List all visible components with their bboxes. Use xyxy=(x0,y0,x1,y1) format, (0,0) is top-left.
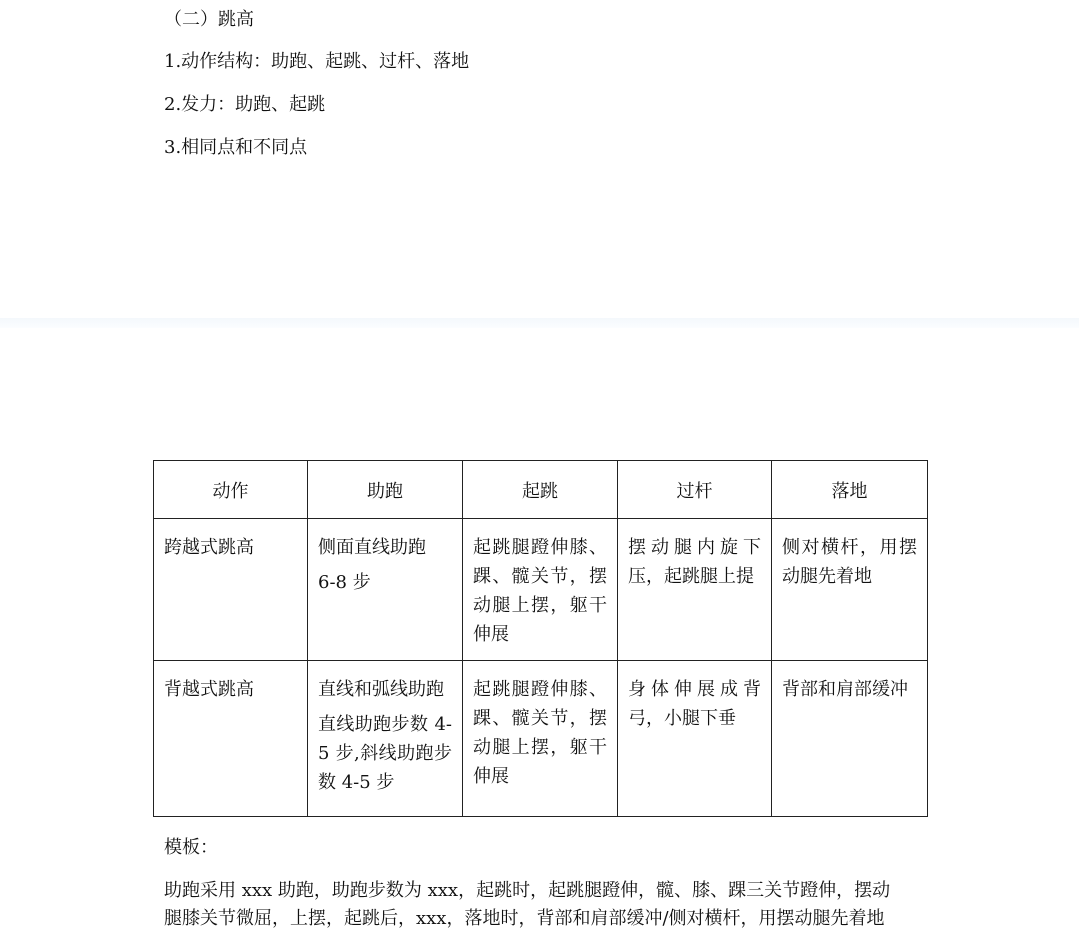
item-similarities: 3.相同点和不同点 xyxy=(164,137,308,158)
table-cell xyxy=(772,661,928,817)
table-cell xyxy=(772,519,928,661)
table-cell xyxy=(618,661,772,817)
table-cell xyxy=(154,661,308,817)
table-cell xyxy=(154,519,308,661)
row-name-fosbury: 背越式跳高 xyxy=(164,679,254,700)
table-cell xyxy=(308,661,463,817)
upper-page-section xyxy=(0,0,1079,318)
run-up-method: 直线和弧线助跑 xyxy=(318,679,444,700)
section-title: （二）跳高 xyxy=(164,9,254,30)
table-cell xyxy=(618,519,772,661)
table-cell xyxy=(463,519,618,661)
header-landing: 落地 xyxy=(772,461,928,519)
table-row xyxy=(154,519,928,661)
table-row xyxy=(154,661,928,817)
takeoff-text: 起跳腿蹬伸膝、踝、髋关节，摆动腿上摆，躯干伸展 xyxy=(473,537,607,645)
clearance-text: 身体伸展成背弓，小腿下垂 xyxy=(628,679,761,729)
template-label: 模板： xyxy=(164,837,218,858)
table-cell xyxy=(463,661,618,817)
table-cell xyxy=(308,519,463,661)
header-takeoff: 起跳 xyxy=(463,461,618,519)
comparison-table xyxy=(153,460,928,817)
landing-text: 侧对横杆，用摆动腿先着地 xyxy=(782,537,917,587)
header-action: 动作 xyxy=(154,461,308,519)
run-up-method: 侧面直线助跑 xyxy=(318,537,426,558)
template-line-2: 腿膝关节微屈，上摆，起跳后，xxx，落地时，背部和肩部缓冲/侧对横杆，用摆动腿先着地 xyxy=(164,908,885,929)
clearance-text: 摆动腿内旋下压，起跳腿上提 xyxy=(628,537,761,587)
run-up-steps: 直线助跑步数 4-5 步,斜线助跑步数 4-5 步 xyxy=(318,714,452,793)
table-header-row xyxy=(154,461,928,519)
header-clearance: 过杆 xyxy=(618,461,772,519)
item-action-structure: 1.动作结构：助跑、起跳、过杆、落地 xyxy=(164,51,470,72)
run-up-steps: 6-8 步 xyxy=(318,572,371,593)
row-name-scissors: 跨越式跳高 xyxy=(164,537,254,558)
landing-text: 背部和肩部缓冲 xyxy=(782,679,908,700)
header-run-up: 助跑 xyxy=(308,461,463,519)
item-force: 2.发力：助跑、起跳 xyxy=(164,94,326,115)
template-line-1: 助跑采用 xxx 助跑，助跑步数为 xxx，起跳时，起跳腿蹬伸，髋、膝、踝三关节蹬伸，摆动 xyxy=(164,880,891,901)
page-divider xyxy=(0,318,1079,328)
takeoff-text: 起跳腿蹬伸膝、踝、髋关节，摆动腿上摆，躯干伸展 xyxy=(473,679,607,787)
